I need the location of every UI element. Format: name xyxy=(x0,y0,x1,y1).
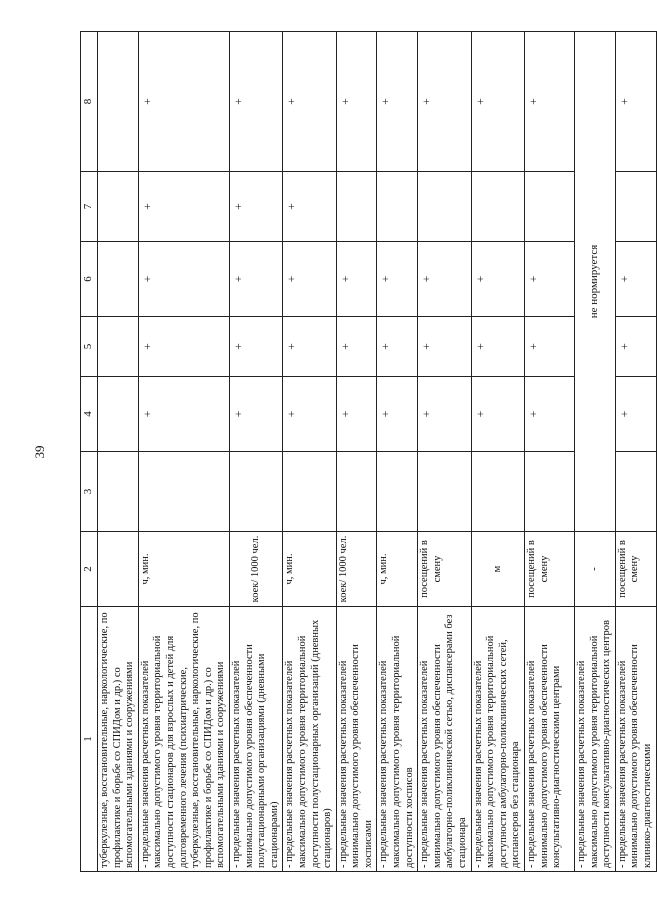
value-cell: + xyxy=(229,32,282,172)
table-row xyxy=(377,32,418,872)
value-cell xyxy=(471,172,524,242)
value-cell: + xyxy=(283,242,336,317)
value-cell xyxy=(615,452,656,532)
value-cell: + xyxy=(377,317,418,377)
value-cell xyxy=(615,172,656,242)
table-row xyxy=(229,32,282,872)
norms-table xyxy=(80,31,657,872)
value-cell xyxy=(377,452,418,532)
value-cell xyxy=(418,452,471,532)
value-cell xyxy=(336,172,377,242)
unit-cell: посещений в смену xyxy=(418,532,471,607)
unit-cell: посещений в смену xyxy=(525,532,575,607)
unit-cell: коек/ 1000 чел. xyxy=(229,532,282,607)
value-cell xyxy=(98,317,139,377)
value-cell: + xyxy=(418,317,471,377)
value-cell: + xyxy=(615,242,656,317)
header-cell: 7 xyxy=(81,172,98,242)
unit-cell: - xyxy=(575,532,616,607)
value-cell: + xyxy=(283,377,336,452)
value-cell xyxy=(138,452,229,532)
rotated-table-wrapper xyxy=(80,32,653,872)
table-row xyxy=(283,32,336,872)
value-cell: + xyxy=(138,172,229,242)
value-cell: + xyxy=(138,317,229,377)
value-cell xyxy=(418,172,471,242)
indicator-text: - предельные значения расчетных показателей минимально допустимого уровня обеспеченности клинико-диагностическими xyxy=(615,607,656,872)
value-cell: + xyxy=(229,242,282,317)
header-cell: 3 xyxy=(81,452,98,532)
value-cell: + xyxy=(615,32,656,172)
indicator-text: - предельные значения расчетных показателей максимально допустимого уровня территориальной доступности консультативно-диагностических центров xyxy=(575,607,616,872)
indicator-text: - предельные значения расчетных показателей минимально допустимого уровня обеспеченности полустационарными организациями (дневными стационарами) xyxy=(229,607,282,872)
header-cell: 1 xyxy=(81,607,98,872)
value-cell: + xyxy=(471,32,524,172)
value-cell xyxy=(98,452,139,532)
header-cell: 5 xyxy=(81,317,98,377)
unit-cell: м xyxy=(471,532,524,607)
value-cell xyxy=(283,452,336,532)
value-cell: + xyxy=(418,377,471,452)
value-cell: + xyxy=(283,172,336,242)
page-number: 39 xyxy=(32,445,47,459)
value-cell: + xyxy=(336,377,377,452)
value-cell xyxy=(525,452,575,532)
indicator-text: - предельные значения расчетных показателей минимально допустимого уровня обеспеченности хосписами xyxy=(336,607,377,872)
value-cell: + xyxy=(336,317,377,377)
unit-cell xyxy=(98,532,139,607)
value-cell: + xyxy=(525,377,575,452)
indicator-text: - предельные значения расчетных показателей максимально допустимого уровня территориальной доступности полустационарных организаций (дневных стационаров) xyxy=(283,607,336,872)
value-cell xyxy=(98,32,139,172)
value-cell: + xyxy=(138,32,229,172)
value-cell: + xyxy=(471,377,524,452)
value-cell: + xyxy=(336,242,377,317)
indicator-text: - предельные значения расчетных показателей максимально допустимого уровня территориальной доступности стационаров для взрослых и детей для долговременного лечения (психиатрические, туберкулезные, восстановительные, наркологические, по профилактике и борьбе со СПИДом и др.) со вспомогательными зданиями и сооружениями xyxy=(138,607,229,872)
header-row xyxy=(81,32,98,872)
header-cell: 2 xyxy=(81,532,98,607)
value-cell: + xyxy=(283,32,336,172)
value-cell xyxy=(471,452,524,532)
indicator-text: - предельные значения расчетных показателей минимально допустимого уровня обеспеченности консультативно-диагностическими центрами xyxy=(525,607,575,872)
indicator-text: - предельные значения расчетных показателей минимально допустимого уровня обеспеченности амбулаторно-поликлинической сетью, диспансерами без стационара xyxy=(418,607,471,872)
header-cell: 8 xyxy=(81,32,98,172)
table-row xyxy=(525,32,575,872)
value-cell xyxy=(98,172,139,242)
value-cell: + xyxy=(229,377,282,452)
value-cell: + xyxy=(138,242,229,317)
value-cell: + xyxy=(615,377,656,452)
unit-cell: ч, мин. xyxy=(138,532,229,607)
value-cell: + xyxy=(377,377,418,452)
value-cell: + xyxy=(336,32,377,172)
table-row xyxy=(336,32,377,872)
value-cell xyxy=(98,242,139,317)
header-cell: 6 xyxy=(81,242,98,317)
indicator-text: - предельные значения расчетных показателей максимально допустимого уровня территориальной доступности амбулаторно-поликлинических сетей, диспансеров без стационара xyxy=(471,607,524,872)
value-cell: + xyxy=(471,242,524,317)
value-cell: + xyxy=(525,317,575,377)
value-cell: + xyxy=(418,242,471,317)
value-cell xyxy=(98,377,139,452)
header-cell: 4 xyxy=(81,377,98,452)
value-cell: + xyxy=(615,317,656,377)
table-row xyxy=(615,32,656,872)
value-cell: + xyxy=(283,317,336,377)
value-cell xyxy=(336,452,377,532)
unit-cell: коек/ 1000 чел. xyxy=(336,532,377,607)
value-cell xyxy=(377,172,418,242)
indicator-text: - предельные значения расчетных показателей максимально допустимого уровня территориальной доступности хосписов xyxy=(377,607,418,872)
table-row xyxy=(418,32,471,872)
value-cell: + xyxy=(138,377,229,452)
value-cell: + xyxy=(471,317,524,377)
value-cell: + xyxy=(377,32,418,172)
indicator-text: туберкулезные, восстановительные, наркологические, по профилактике и борьбе со СПИДом и др.) со вспомогательными зданиями и сооружениями xyxy=(98,607,139,872)
value-cell xyxy=(525,172,575,242)
table-row xyxy=(575,32,616,872)
value-cell: + xyxy=(229,317,282,377)
value-cell: + xyxy=(377,242,418,317)
not-regulated-cell: не нормируется xyxy=(575,32,616,532)
table-row xyxy=(98,32,139,872)
value-cell: + xyxy=(229,172,282,242)
value-cell: + xyxy=(525,242,575,317)
value-cell xyxy=(229,452,282,532)
value-cell: + xyxy=(525,32,575,172)
unit-cell: ч, мин. xyxy=(377,532,418,607)
table-row xyxy=(471,32,524,872)
table-row xyxy=(138,32,229,872)
unit-cell: посещений в смену xyxy=(615,532,656,607)
value-cell: + xyxy=(418,32,471,172)
unit-cell: ч, мин. xyxy=(283,532,336,607)
